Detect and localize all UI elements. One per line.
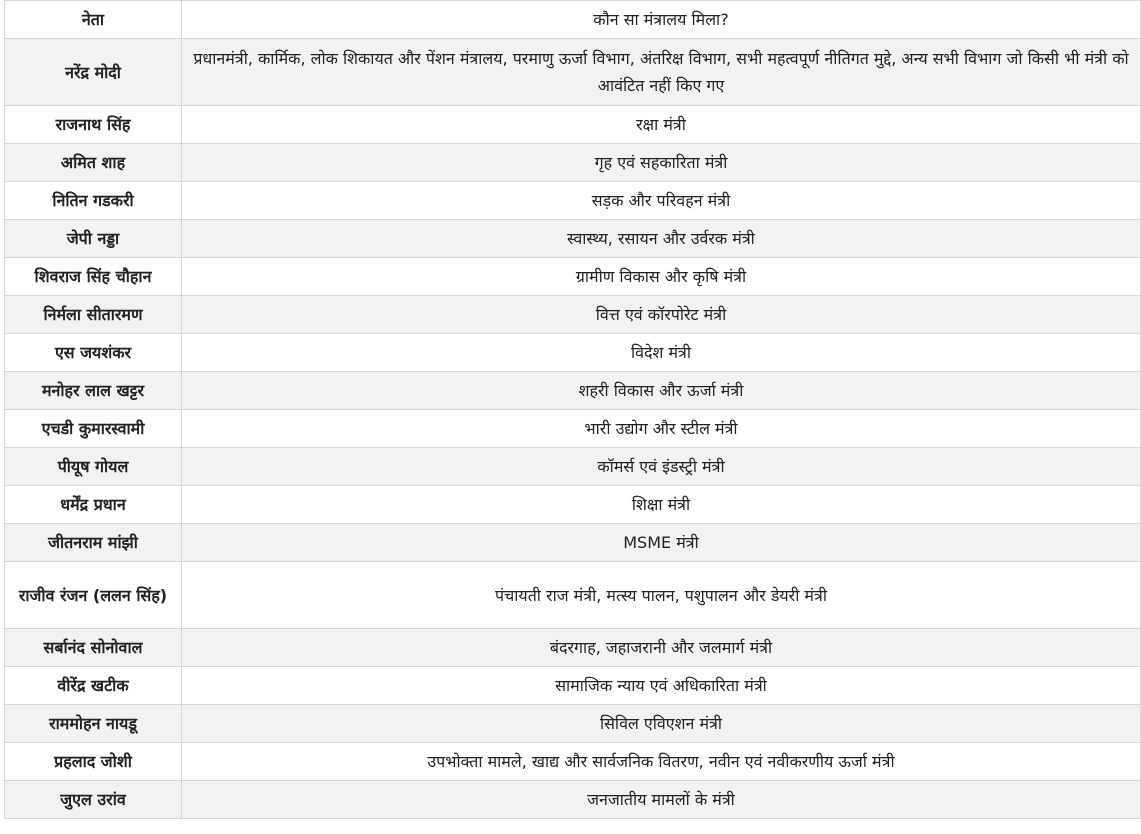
ministry-cell: ग्रामीण विकास और कृषि मंत्री — [182, 258, 1141, 296]
leader-cell: अमित शाह — [5, 144, 182, 182]
leader-cell: एचडी कुमारस्वामी — [5, 410, 182, 448]
table-row — [5, 106, 1141, 144]
table-row — [5, 372, 1141, 410]
ministry-cell: सड़क और परिवहन मंत्री — [182, 182, 1141, 220]
leader-cell: जुएल उरांव — [5, 781, 182, 819]
table-row — [5, 334, 1141, 372]
table-row — [5, 486, 1141, 524]
table-row — [5, 220, 1141, 258]
leader-cell: प्रहलाद जोशी — [5, 743, 182, 781]
ministry-cell: रक्षा मंत्री — [182, 106, 1141, 144]
leader-cell: सर्बानंद सोनोवाल — [5, 629, 182, 667]
ministry-cell: जनजातीय मामलों के मंत्री — [182, 781, 1141, 819]
ministry-cell: कॉमर्स एवं इंडस्ट्री मंत्री — [182, 448, 1141, 486]
ministry-cell: सामाजिक न्याय एवं अधिकारिता मंत्री — [182, 667, 1141, 705]
ministry-cell: बंदरगाह, जहाजरानी और जलमार्ग मंत्री — [182, 629, 1141, 667]
ministry-cell: विदेश मंत्री — [182, 334, 1141, 372]
ministers-table — [4, 0, 1141, 819]
table-row — [5, 39, 1141, 106]
leader-cell: निर्मला सीतारमण — [5, 296, 182, 334]
leader-cell: नितिन गडकरी — [5, 182, 182, 220]
header-ministry: कौन सा मंत्रालय मिला? — [182, 1, 1141, 39]
ministry-cell: सिविल एविएशन मंत्री — [182, 705, 1141, 743]
leader-cell: मनोहर लाल खट्टर — [5, 372, 182, 410]
leader-cell: एस जयशंकर — [5, 334, 182, 372]
table-row — [5, 781, 1141, 819]
table-row — [5, 524, 1141, 562]
ministry-cell: उपभोक्ता मामले, खाद्य और सार्वजनिक वितरण, नवीन एवं नवीकरणीय ऊर्जा मंत्री — [182, 743, 1141, 781]
leader-cell: वीरेंद्र खटीक — [5, 667, 182, 705]
ministry-cell: वित्त एवं कॉरपोरेट मंत्री — [182, 296, 1141, 334]
ministry-cell: प्रधानमंत्री, कार्मिक, लोक शिकायत और पेंशन मंत्रालय, परमाणु ऊर्जा विभाग, अंतरिक्ष विभाग, सभी महत्वपूर्ण नीतिगत मुद्दे, अन्य सभी विभाग जो किसी भी मंत्री को आवंटित नहीं किए गए — [182, 39, 1141, 106]
ministry-cell: गृह एवं सहकारिता मंत्री — [182, 144, 1141, 182]
ministry-cell: पंचायती राज मंत्री, मत्स्य पालन, पशुपालन और डेयरी मंत्री — [182, 562, 1141, 629]
table-row — [5, 182, 1141, 220]
leader-cell: जेपी नड्डा — [5, 220, 182, 258]
leader-cell: शिवराज सिंह चौहान — [5, 258, 182, 296]
table-row — [5, 743, 1141, 781]
ministry-cell: शहरी विकास और ऊर्जा मंत्री — [182, 372, 1141, 410]
ministry-cell: भारी उद्योग और स्टील मंत्री — [182, 410, 1141, 448]
table-row — [5, 448, 1141, 486]
leader-cell: राजनाथ सिंह — [5, 106, 182, 144]
ministry-cell: स्वास्थ्य, रसायन और उर्वरक मंत्री — [182, 220, 1141, 258]
leader-cell: नरेंद्र मोदी — [5, 39, 182, 106]
table-row — [5, 705, 1141, 743]
ministry-cell: शिक्षा मंत्री — [182, 486, 1141, 524]
table-row — [5, 258, 1141, 296]
table-row — [5, 629, 1141, 667]
table-header-row — [5, 1, 1141, 39]
header-leader: नेता — [5, 1, 182, 39]
leader-cell: जीतनराम मांझी — [5, 524, 182, 562]
table-row — [5, 562, 1141, 629]
ministers-table-container — [4, 0, 1140, 819]
table-row — [5, 296, 1141, 334]
leader-cell: पीयूष गोयल — [5, 448, 182, 486]
table-row — [5, 667, 1141, 705]
table-row — [5, 410, 1141, 448]
leader-cell: धर्मेंद्र प्रधान — [5, 486, 182, 524]
ministry-cell: MSME मंत्री — [182, 524, 1141, 562]
table-row — [5, 144, 1141, 182]
leader-cell: राममोहन नायडू — [5, 705, 182, 743]
leader-cell: राजीव रंजन (ललन सिंह) — [5, 562, 182, 629]
